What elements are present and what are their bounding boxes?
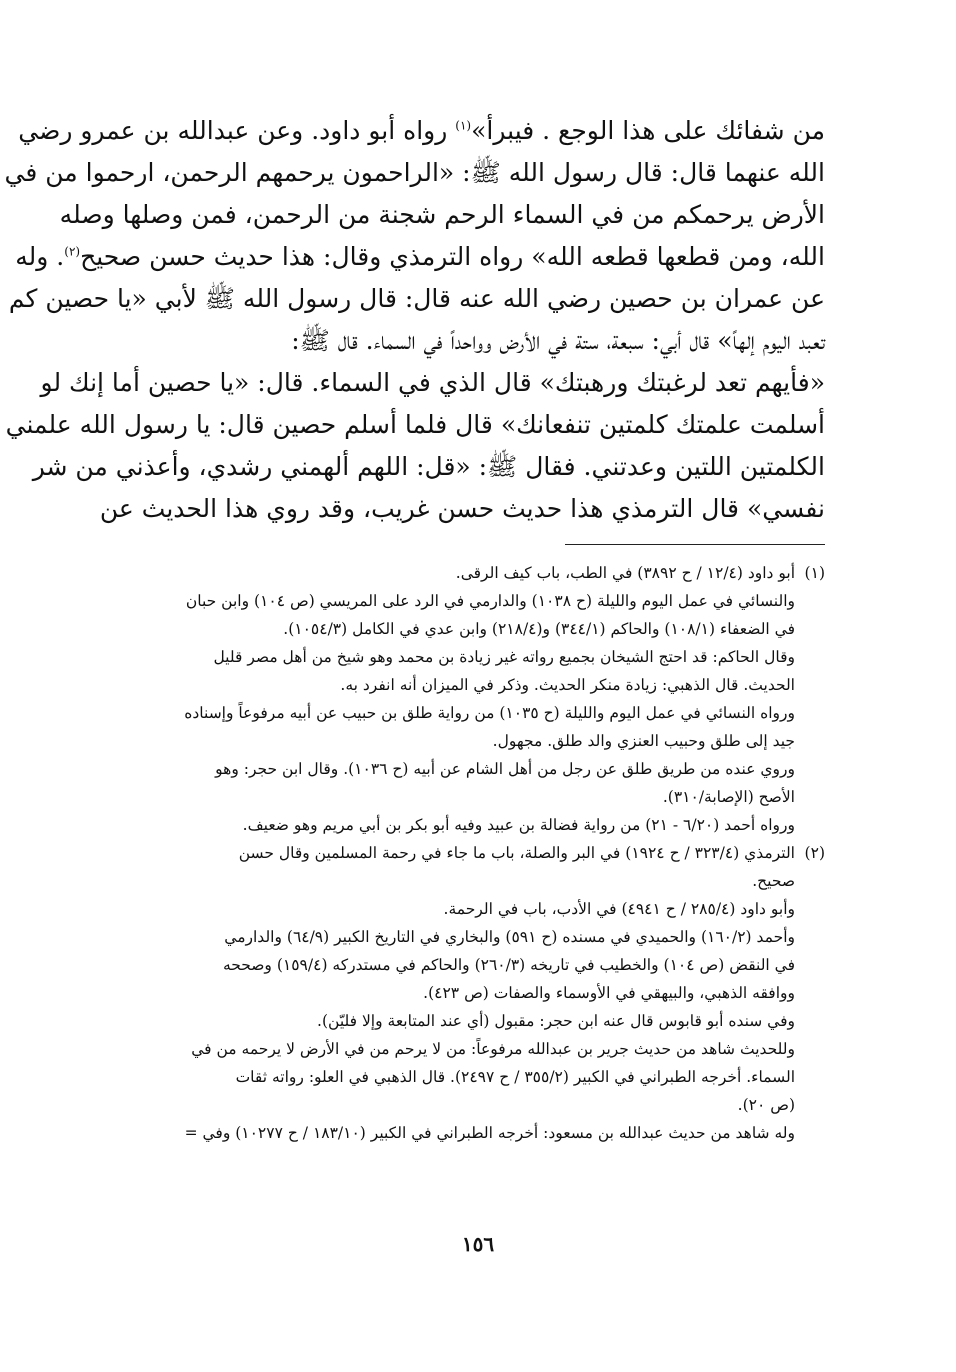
main-line: نفسي» قال الترمذي هذا حديث حسن غريب، وقد روي هذا الحديث عن: [99, 494, 825, 523]
footnote-paragraph: الأصح (الإصابة/٣١٠).: [662, 788, 795, 806]
footnote-paragraph: وللحديث شاهد من حديث جرير بن عبدالله مرفوعاً: من لا يرحم من في الأرض لا يرحمه من في: [191, 1040, 795, 1058]
footnote-paragraph: وروي عنده من طريق طلق عن رجل من أهل الشام عن أبيه (ح ١٠٣٦). وقال ابن حجر: وهو: [215, 760, 795, 778]
main-line: الكلمتين اللتين وعدتني. فقال ﷺ: «قل: اللهم ألهمني رشدي، وأعذني من شر: [32, 452, 825, 481]
main-line: [15, 236, 825, 278]
footnote-paragraph: ورواه أحمد (٦/٢٠ - ٢١) من رواية فضالة بن عبيد وفيه أبو بكر بن أبي مريم وهو ضعيف.: [242, 816, 795, 834]
footnote-paragraph: وأبو داود (٢٨٥/٤ / ح ٤٩٤١) في الأدب، باب في الرحمة.: [443, 900, 795, 918]
footnote-paragraph: وقال الحاكم: قد احتج الشيخان بجميع رواته غير زيادة بن محمد وهو شيخ من أهل مصر قليل: [213, 648, 795, 666]
main-line-tail: . وله: [15, 242, 65, 271]
footnote-paragraph: وله شاهد من حديث عبدالله بن مسعود: أخرجه الطبراني في الكبير (١٨٣/١٠ / ح ١٠٢٧٧) وفي =: [184, 1124, 795, 1142]
footnote-separator: [565, 544, 825, 545]
footnote-2: [100, 839, 825, 1147]
footnote-paragraph: صحيح.: [752, 872, 795, 890]
main-text: [4, 110, 825, 530]
main-line-text: الله، ومن قطعها قطعه الله» رواه الترمذي وقال: هذا حديث حسن صحيح: [80, 242, 825, 271]
footnote-paragraph: جيد إلى طلق وحبيب العنزي والد طلق. مجهول.: [492, 732, 795, 750]
footnote-paragraph: (ص ٢٠).: [737, 1096, 795, 1114]
main-line: عن عمران بن حصين رضي الله عنه قال: قال رسول الله ﷺ لأبي «يا حصين كم: [8, 284, 825, 313]
footnote-paragraph: في الضعفاء (١٠٨/١) والحاكم (٣٤٤/١) و(٢١٨/٤) وابن عدي في الكامل (١٠٥٤/٣).: [283, 620, 795, 638]
footnote-paragraph: والنسائي في عمل اليوم والليلة (ح ١٠٣٨) والدارمي في الرد على المريسي (ص ١٠٤) وابن حبان: [185, 592, 795, 610]
main-line: الأرض يرحمكم من في السماء الرحم شجنة من الرحمن، فمن وصلها وصله: [59, 200, 825, 229]
footnote-ref-1[interactable]: (١): [455, 118, 472, 133]
footnote-paragraph: الترمذي (٣٢٣/٤ / ح ١٩٢٤) في البر والصلة، باب ما جاء في رحمة المسلمين وقال حسن: [238, 844, 795, 862]
footnote-number: (٢): [804, 844, 825, 862]
main-line: [18, 110, 825, 152]
footnote-ref-2[interactable]: (٢): [64, 244, 81, 259]
footnote-paragraph: أبو داود (١٢/٤ / ح ٣٨٩٢) في الطب، باب كيف الرقى.: [455, 564, 795, 582]
footnote-paragraph: ووافقه الذهبي، والبيهقي في الأوسماء والصفات (ص ٤٢٣).: [423, 984, 795, 1002]
main-line: أسلمت علمتك كلمتين تنفعانك» قال فلما أسلم حصين قال: يا رسول الله علمني: [5, 410, 825, 439]
footnote-paragraph: ورواه النسائي في عمل اليوم والليلة (ح ١٠٣٥) من رواية طلق بن حبيب عن أبيه مرفوعاً وإسناده: [184, 704, 795, 722]
footnote-paragraph: وفي سنده أبو قابوس قال عنه ابن حجر: مقبول (أي عند المتابعة وإلا فليّن).: [317, 1012, 795, 1030]
footnote-paragraph: الحديث. قال الذهبي: زيادة منكر الحديث. وذكر في الميزان أنه انفرد به.: [340, 676, 795, 694]
main-line-tail: رواه أبو داود. وعن عبدالله بن عمرو رضي: [18, 116, 448, 145]
footnote-1: [100, 559, 825, 839]
page-body: [4, 110, 825, 1147]
main-line-text: من شفائك على هذا الوجع . فيبرأ»: [471, 116, 825, 145]
footnotes: [100, 559, 825, 1147]
footnote-paragraph: وأحمد (١٦٠/٢) والحميدي في مسنده (ح ٥٩١) والبخاري في التاريخ الكبير (٦٤/٩) والدارمي: [224, 928, 795, 946]
footnote-paragraph: السماء. أخرجه الطبراني في الكبير (٣٥٥/٢ / ح ٢٤٩٧). قال الذهبي في العلو: رواته ثقات: [235, 1068, 795, 1086]
main-line: «فأيهم تعد لرغبتك ورهبتك» قال الذي في السماء. قال: «يا حصين أما إنك لو: [40, 368, 825, 397]
page-number: ١٥٦: [461, 1232, 495, 1256]
footnote-number: (١): [804, 564, 825, 582]
main-line: الله عنهما قال: قال رسول الله ﷺ: «الراحمون يرحمهم الرحمن، ارحموا من في: [4, 158, 825, 187]
main-line: تعبد اليوم إلهاً» قال أبي: سبعة، ستة في الأرض وواحداً في السماء. قال ﷺ:: [291, 326, 825, 355]
footnote-paragraph: في النقض (ص ١٠٤) والخطيب في تاريخه (٢٦٠/٣) والحاكم في مستدركه (١٥٩/٤) وصححه: [222, 956, 795, 974]
